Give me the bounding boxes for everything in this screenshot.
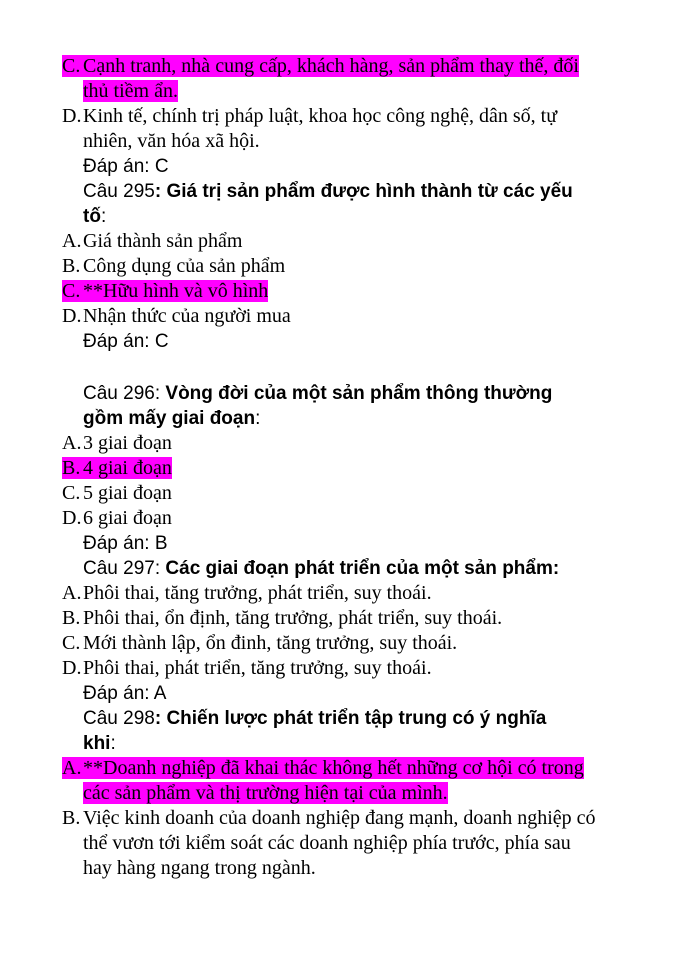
option-text: Cạnh tranh, nhà cung cấp, khách hàng, sản phẩm thay thế, đối thủ tiềm ẩn. — [83, 55, 579, 102]
option-a: A.Phôi thai, tăng trưởng, phát triển, suy thoái. — [62, 582, 432, 604]
option-a: A.3 giai đoạn — [62, 432, 172, 454]
option-a — [62, 756, 622, 806]
spacer — [62, 354, 622, 381]
option-text: Kinh tế, chính trị pháp luật, khoa học công nghệ, dân số, tự nhiên, văn hóa xã hội. — [83, 105, 558, 152]
option-b: B. Phôi thai, ổn định, tăng trưởng, phát triển, suy thoái. — [62, 607, 503, 629]
highlight: C. **Hữu hình và vô hình — [62, 280, 269, 302]
highlight: C. Cạnh tranh, nhà cung cấp, khách hàng, sản phẩm thay thế, đối thủ tiềm ẩn. — [62, 55, 579, 102]
option-d: D.6 giai đoạn — [62, 507, 172, 529]
document-page — [62, 54, 622, 881]
question-text: Giá trị sản phẩm được hình thành từ các yếu tố — [83, 181, 573, 227]
option-d: D.Phôi thai, phát triển, tăng trưởng, suy thoái. — [62, 657, 432, 679]
option-c: C. Mới thành lập, ổn đinh, tăng trưởng, suy thoái. — [62, 632, 458, 654]
option-c — [62, 54, 622, 104]
option-b: B. Việc kinh doanh của doanh nghiệp đang mạnh, doanh nghiệp có thể vươn tới kiểm soát các doanh nghiệp phía trước, phía sau hay hàng ngang trong ngành. — [62, 807, 596, 879]
highlight: A.**Doanh nghiệp đã khai thác không hết những cơ hội có trong các sản phẩm và thị trường hiện tại của mình. — [62, 757, 584, 804]
question-number: Câu 297 — [83, 558, 155, 579]
option-c — [62, 279, 622, 304]
option-a: A.Giá thành sản phẩm — [62, 230, 243, 252]
question-number: Câu 295 — [83, 181, 155, 202]
option-d: D.Nhận thức của người mua — [62, 305, 291, 327]
question-298: Câu 298: Chiến lược phát triển tập trung có ý nghĩa khi: — [83, 708, 547, 754]
answer: Đáp án: C — [83, 156, 169, 177]
option-c: C. 5 giai đoạn — [62, 482, 172, 504]
question-number: Câu 296 — [83, 383, 155, 404]
answer: Đáp án: C — [83, 331, 169, 352]
answer: Đáp án: B — [83, 533, 168, 554]
option-d: D.Kinh tế, chính trị pháp luật, khoa học công nghệ, dân số, tự nhiên, văn hóa xã hội. — [62, 105, 558, 152]
question-297: Câu 297: Các giai đoạn phát triển của một sản phẩm: — [83, 558, 560, 579]
question-text: Vòng đời của một sản phẩm thông thường gồm mấy giai đoạn — [83, 383, 553, 429]
option-b — [62, 456, 622, 481]
question-296: Câu 296: Vòng đời của một sản phẩm thông thường gồm mấy giai đoạn: — [83, 383, 553, 429]
option-b: B. Công dụng của sản phẩm — [62, 255, 286, 277]
question-number: Câu 298 — [83, 708, 155, 729]
highlight: B. 4 giai đoạn — [62, 457, 172, 479]
question-text: Chiến lược phát triển tập trung có ý nghĩa khi — [83, 708, 547, 754]
answer: Đáp án: A — [83, 683, 167, 704]
question-text: Các giai đoạn phát triển của một sản phẩm — [165, 558, 553, 579]
question-295: Câu 295: Giá trị sản phẩm được hình thành từ các yếu tố: — [83, 181, 573, 227]
